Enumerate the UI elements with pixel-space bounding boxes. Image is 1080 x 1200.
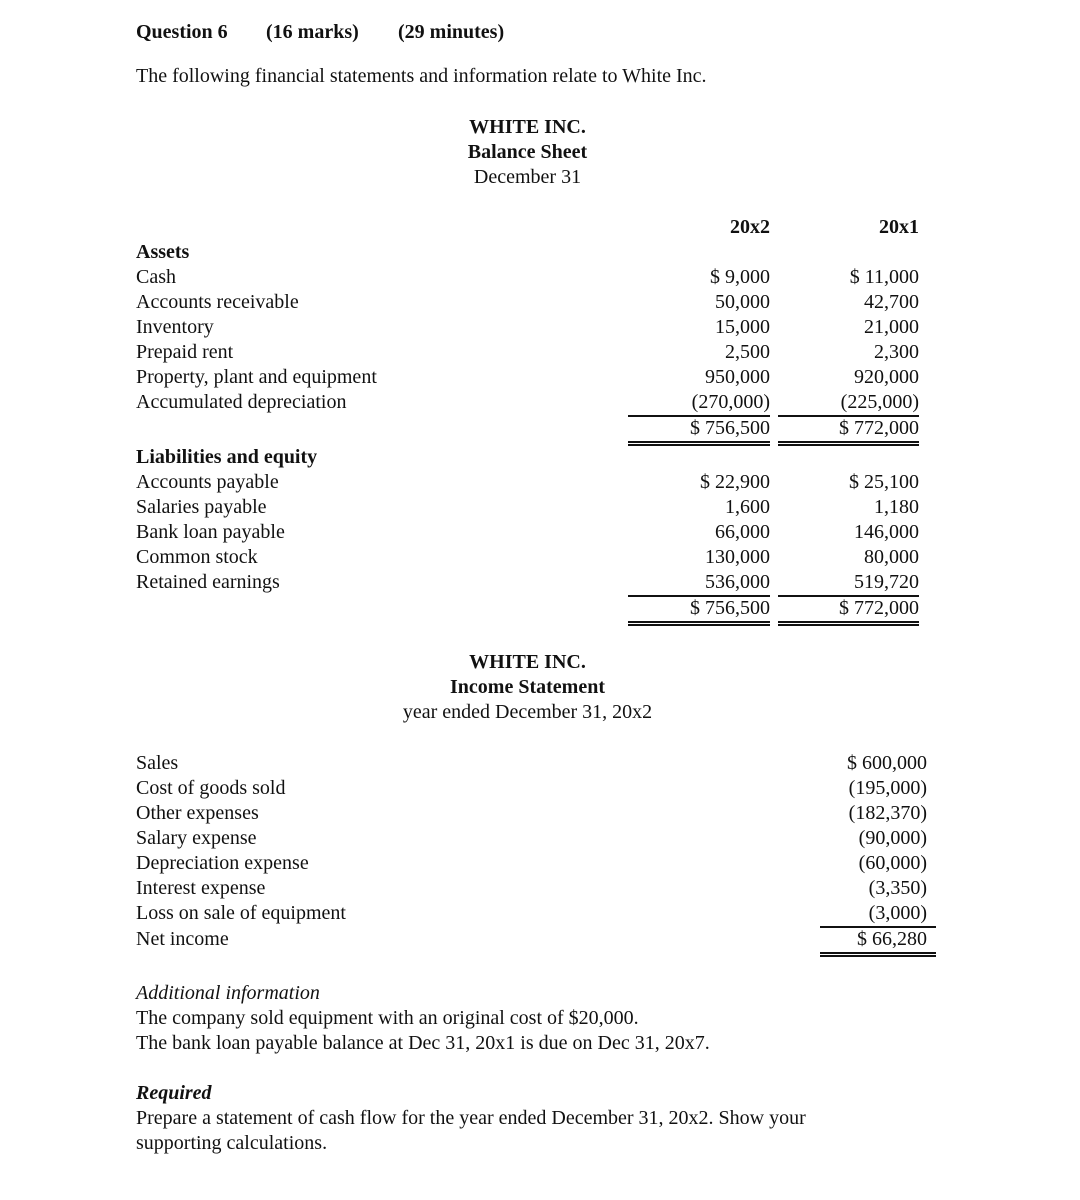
is-company: WHITE INC. <box>469 651 586 673</box>
required-line-2: supporting calculations. <box>136 1132 328 1154</box>
total-double-rule <box>628 441 770 443</box>
table-row-label: Prepaid rent <box>136 341 234 363</box>
table-cell: $ 11,000 <box>849 266 919 288</box>
table-cell: (270,000) <box>691 391 770 413</box>
is-period: year ended December 31, 20x2 <box>402 701 653 723</box>
table-cell: (90,000) <box>858 827 927 849</box>
net-income-value: $ 66,280 <box>857 928 927 950</box>
table-row-label: Accounts receivable <box>136 291 299 313</box>
table-cell: 146,000 <box>854 521 919 543</box>
table-row-label: Inventory <box>136 316 214 338</box>
question-marks: (16 marks) <box>266 21 359 43</box>
total-double-rule <box>820 955 936 957</box>
table-cell: (195,000) <box>848 777 927 799</box>
total-double-rule <box>820 952 936 954</box>
intro-text: The following financial statements and information relate to White Inc. <box>136 65 707 87</box>
table-cell: 50,000 <box>715 291 770 313</box>
table-cell: 2,500 <box>725 341 770 363</box>
table-cell: 2,300 <box>874 341 919 363</box>
table-row-label: Cash <box>136 266 176 288</box>
table-row-label: Loss on sale of equipment <box>136 902 346 924</box>
table-row-label: Salary expense <box>136 827 257 849</box>
table-cell: (60,000) <box>858 852 927 874</box>
table-row-label: Retained earnings <box>136 571 280 593</box>
assets-total-20x1: $ 772,000 <box>839 417 919 439</box>
table-row-label: Salaries payable <box>136 496 267 518</box>
question-number: Question 6 <box>136 21 228 43</box>
table-cell: 130,000 <box>705 546 770 568</box>
question-minutes: (29 minutes) <box>398 21 505 43</box>
total-double-rule <box>628 444 770 446</box>
table-cell: 80,000 <box>864 546 919 568</box>
table-cell: 66,000 <box>715 521 770 543</box>
table-cell: 536,000 <box>705 571 770 593</box>
additional-heading: Additional information <box>136 982 320 1004</box>
table-cell: 950,000 <box>705 366 770 388</box>
bs-company: WHITE INC. <box>469 116 586 138</box>
bs-col-20x1: 20x1 <box>879 216 919 238</box>
total-double-rule <box>778 621 919 623</box>
assets-total-20x2: $ 756,500 <box>690 417 770 439</box>
total-double-rule <box>628 624 770 626</box>
total-double-rule <box>778 444 919 446</box>
bs-date: December 31 <box>473 166 582 188</box>
table-cell: 21,000 <box>864 316 919 338</box>
table-row-label: Interest expense <box>136 877 266 899</box>
is-title: Income Statement <box>450 676 605 698</box>
table-row-label: Accounts payable <box>136 471 279 493</box>
table-cell: 519,720 <box>854 571 919 593</box>
table-row-label: Bank loan payable <box>136 521 285 543</box>
table-cell: $ 600,000 <box>847 752 927 774</box>
table-cell: (3,350) <box>868 877 927 899</box>
table-row-label: Cost of goods sold <box>136 777 286 799</box>
table-cell: 1,600 <box>725 496 770 518</box>
table-cell: (182,370) <box>848 802 927 824</box>
liab-total-20x1: $ 772,000 <box>839 597 919 619</box>
liab-total-20x2: $ 756,500 <box>690 597 770 619</box>
table-cell: $ 22,900 <box>700 471 770 493</box>
table-row-label: Common stock <box>136 546 258 568</box>
table-row-label: Property, plant and equipment <box>136 366 377 388</box>
additional-line-1: The company sold equipment with an original cost of $20,000. <box>136 1007 639 1029</box>
required-line-1: Prepare a statement of cash flow for the year ended December 31, 20x2. Show your <box>136 1107 806 1129</box>
table-row-label: Net income <box>136 928 229 950</box>
liabilities-heading: Liabilities and equity <box>136 446 318 468</box>
table-cell: 15,000 <box>715 316 770 338</box>
table-cell: $ 9,000 <box>710 266 770 288</box>
bs-col-20x2: 20x2 <box>730 216 770 238</box>
table-cell: 42,700 <box>864 291 919 313</box>
table-cell: 1,180 <box>874 496 919 518</box>
required-heading: Required <box>136 1082 212 1104</box>
table-cell: $ 25,100 <box>849 471 919 493</box>
table-row-label: Other expenses <box>136 802 259 824</box>
assets-heading: Assets <box>136 241 190 263</box>
bs-title: Balance Sheet <box>467 141 588 163</box>
table-cell: (3,000) <box>868 902 927 924</box>
additional-line-2: The bank loan payable balance at Dec 31, 20x1 is due on Dec 31, 20x7. <box>136 1032 710 1054</box>
table-cell: 920,000 <box>854 366 919 388</box>
table-row-label: Accumulated depreciation <box>136 391 347 413</box>
total-double-rule <box>778 441 919 443</box>
total-double-rule <box>628 621 770 623</box>
table-cell: (225,000) <box>840 391 919 413</box>
table-row-label: Sales <box>136 752 179 774</box>
total-double-rule <box>778 624 919 626</box>
table-row-label: Depreciation expense <box>136 852 309 874</box>
